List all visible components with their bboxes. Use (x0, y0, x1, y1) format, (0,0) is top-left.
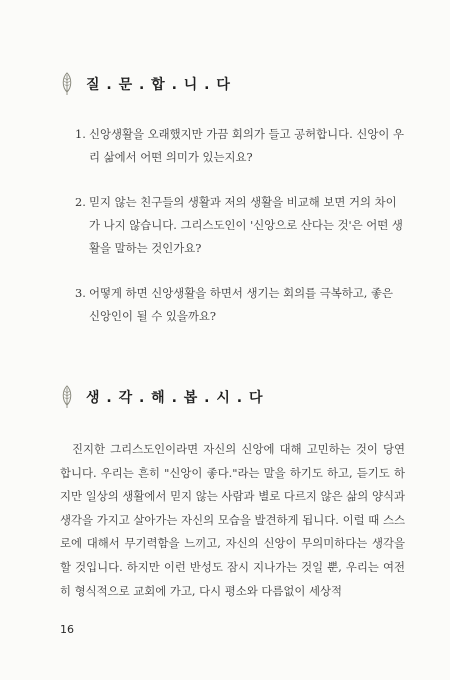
question-list (75, 123, 405, 350)
reflection-heading-text: 생 . 각 . 해 . 봅 . 시 . 다 (86, 390, 264, 406)
questions-heading (60, 72, 231, 96)
reflection-heading (60, 385, 263, 409)
leaf-icon (60, 385, 74, 409)
leaf-icon (60, 72, 74, 96)
question-number: 3. (75, 286, 86, 300)
reflection-paragraph: 진지한 그리스도인이라면 자신의 신앙에 대해 고민하는 것이 당연합니다. 우리는 흔히 "신앙이 좋다."라는 말을 하기도 하고, 듣기도 하지만 일상의 생활에서 믿지 않는 사람과 별로 다르지 않은 삶의 양식과 생각을 가지고 살아가는 자신의 모습을 발견하게 됩니다. 이럴 때 스스로에 대해서 무기력함을 느끼고, 자신의 신앙이 무의미하다는 생각을 할 것입니다. 하지만 이런 반성도 잠시 지나가는 것일 뿐, 우리는 여전히 형식적으로 교회에 가고, 다시 평소와 다름없이 세상적 (60, 442, 405, 598)
question-text: 믿지 않는 친구들의 생활과 저의 생활을 비교해 보면 거의 차이가 나지 않습니다. 그리스도인이 '신앙으로 산다는 것'은 어떤 생활을 말하는 것인가요? (89, 195, 403, 255)
question-text: 어떻게 하면 신앙생활을 하면서 생기는 회의를 극복하고, 좋은 신앙인이 될 수 있을까요? (89, 286, 394, 323)
question-number: 1. (75, 127, 86, 141)
page-number: 16 (60, 623, 74, 636)
question-text: 신앙생활을 오래했지만 가끔 회의가 들고 공허합니다. 신앙이 우리 삶에서 어떤 의미가 있는지요? (89, 127, 405, 164)
question-item (75, 123, 405, 169)
question-number: 2. (75, 195, 86, 209)
question-item (75, 191, 405, 260)
questions-heading-text: 질 . 문 . 합 . 니 . 다 (86, 77, 231, 93)
question-item (75, 282, 405, 328)
